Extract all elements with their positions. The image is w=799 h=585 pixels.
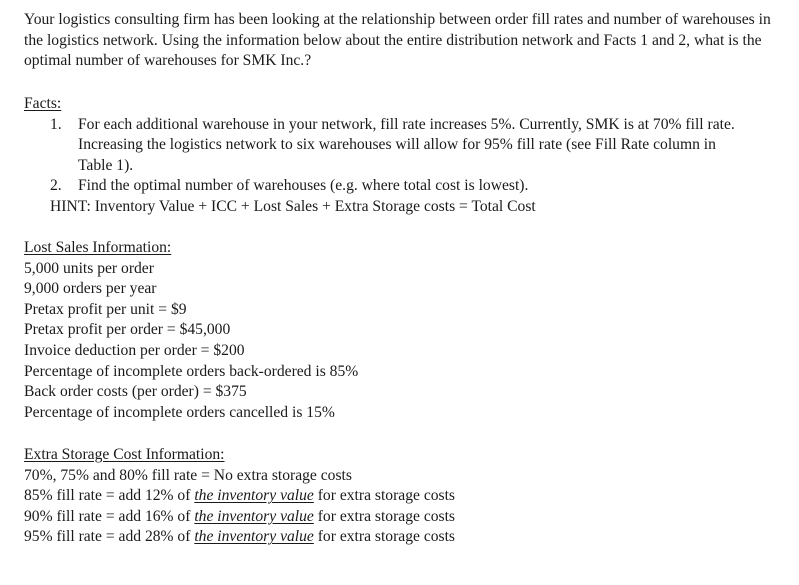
inventory-value-emphasis: the inventory value [194,507,314,525]
intro-paragraph: Your logistics consulting firm has been looking at the relationship between order fill rates and number of warehouses in the logistics network. Using the information below about the entire distribution network and Facts 1 and 2, what is the optimal number of warehouses for SMK Inc.? [24,11,771,70]
lost-sales-line: Percentage of incomplete orders cancelled is 15% [24,403,335,421]
facts-section [24,94,784,218]
lost-sales-section [24,238,784,423]
lost-sales-line: Pretax profit per order = $45,000 [24,321,231,339]
storage-prefix: 90% fill rate = add 16% of [24,507,195,525]
lost-sales-line: 5,000 units per order [24,259,154,277]
fact-text: Find the optimal number of warehouses (e.g. where total cost is lowest). [78,177,529,195]
inventory-value-emphasis: the inventory value [194,487,314,505]
lost-sales-line: Pretax profit per unit = $9 [24,300,187,318]
storage-line [24,507,784,528]
storage-line [24,486,784,507]
extra-storage-title: Extra Storage Cost Information: [24,446,225,463]
fact-number: 2. [50,177,62,195]
storage-prefix: 95% fill rate = add 28% of [24,528,195,546]
lost-sales-line: Percentage of incomplete orders back-ordered is 85% [24,362,359,380]
storage-line: 70%, 75% and 80% fill rate = No extra storage costs [24,466,352,484]
lost-sales-line: Back order costs (per order) = $375 [24,383,247,401]
storage-line [24,527,784,548]
storage-suffix: for extra storage costs [313,528,456,546]
lost-sales-title: Lost Sales Information: [24,239,172,256]
fact-number: 1. [50,115,62,133]
facts-title: Facts: [24,95,62,112]
storage-suffix: for extra storage costs [313,507,456,525]
storage-suffix: for extra storage costs [313,487,456,505]
extra-storage-section [24,445,784,548]
storage-prefix: 85% fill rate = add 12% of [24,487,195,505]
fact-item-1 [24,115,748,177]
hint-text: HINT: Inventory Value + ICC + Lost Sales + Extra Storage costs = Total Cost [50,197,536,215]
fact-item-2 [24,176,748,197]
lost-sales-line: Invoice deduction per order = $200 [24,341,245,359]
fact-text: For each additional warehouse in your network, fill rate increases 5%. Currently, SMK is at 70% fill rate. Increasing the logistics network to six warehouses will allow for 95% fill rate (see Fill Rate column in Table 1). [78,115,735,174]
lost-sales-line: 9,000 orders per year [24,280,157,298]
inventory-value-emphasis: the inventory value [194,528,314,546]
facts-list [24,115,784,197]
